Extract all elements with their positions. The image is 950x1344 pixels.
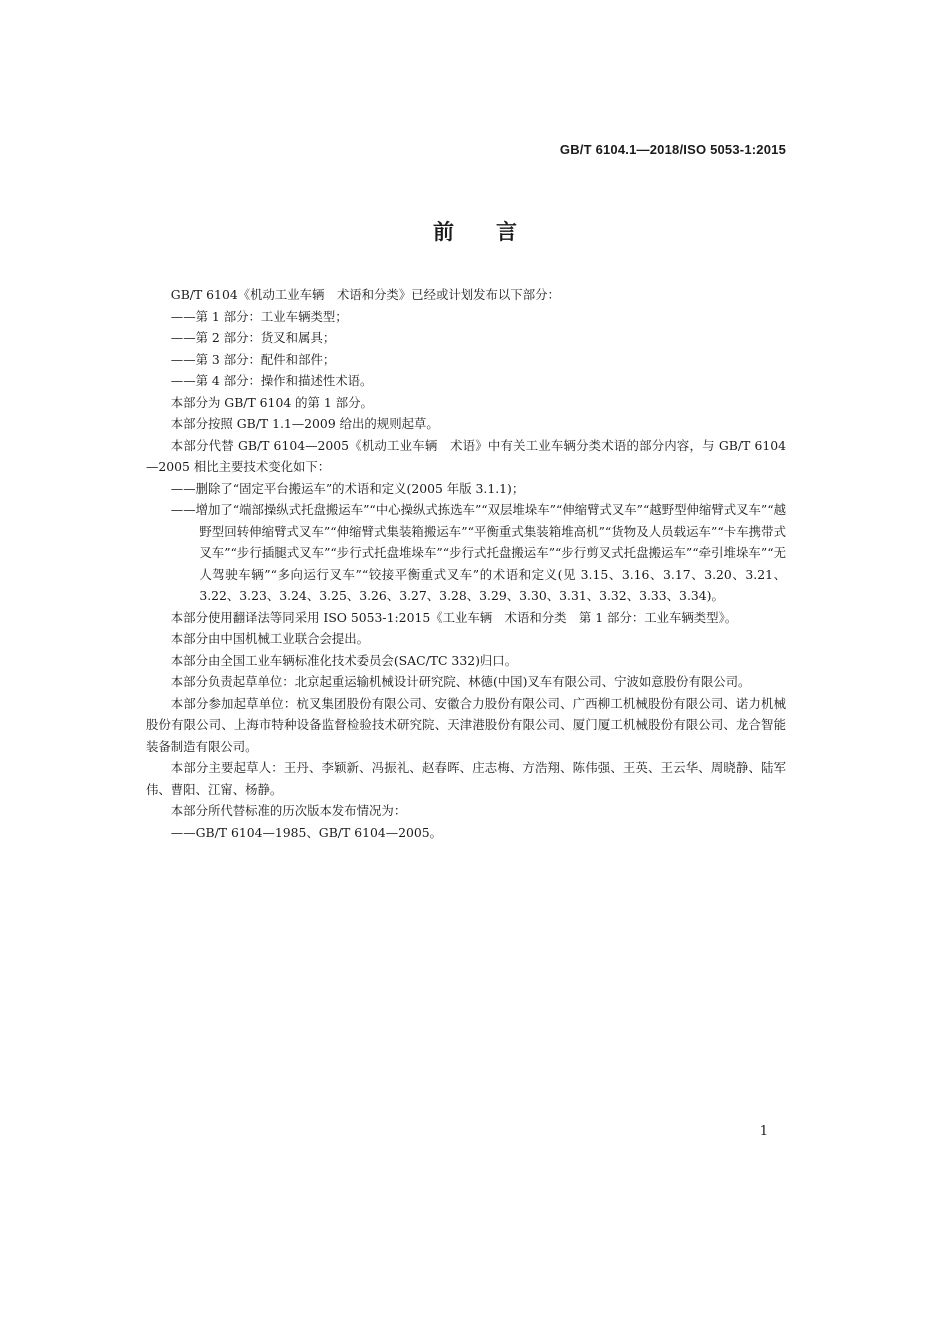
- paragraph: 本部分主要起草人：王丹、李颖新、冯振礼、赵春晖、庄志梅、方浩翔、陈伟强、王英、王云华、周晓静、陆军伟、曹阳、江甯、杨静。: [146, 760, 786, 797]
- list-item: ——增加了“端部操纵式托盘搬运车”“中心操纵式拣选车”“双层堆垛车”“伸缩臂式叉车”“越野型伸缩臂式叉车”“越野型回转伸缩臂式叉车”“伸缩臂式集装箱搬运车”“平衡重式集装箱堆高机”“货物及人员载运车”“卡车携带式叉车”“步行插腿式叉车”“步行式托盘堆垛车”“步行式托盘搬运车”“步行剪叉式托盘搬运车”“牵引堆垛车”“无人驾驶车辆”“多向运行叉车”“铰接平衡重式叉车”的术语和定义(见 3.15、3.16、3.17、3.20、3.21、3.22、3.23、3.24、3.25、3.26、3.27、3.28、3.29、3.30、3.31、3.32、3.33、3.34)。: [170, 502, 786, 603]
- paragraph: 本部分由全国工业车辆标准化技术委员会(SAC/TC 332)归口。: [170, 652, 518, 668]
- paragraph: 本部分使用翻译法等同采用 ISO 5053-1:2015《工业车辆 术语和分类 第 1 部分：工业车辆类型》。: [170, 609, 738, 625]
- paragraph: 本部分所代替标准的历次版本发布情况为：: [170, 803, 407, 818]
- list-item: ——第 4 部分：操作和描述性术语。: [170, 373, 373, 388]
- standard-code: GB/T 6104.1—2018/ISO 5053-1:2015: [559, 142, 786, 157]
- paragraph: 本部分代替 GB/T 6104—2005《机动工业车辆 术语》中有关工业车辆分类术语的部分内容，与 GB/T 6104—2005 相比主要技术变化如下：: [146, 437, 786, 474]
- list-item: ——第 3 部分：配件和部件；: [170, 351, 336, 367]
- document-body: [146, 284, 786, 843]
- list-item: ——第 1 部分：工业车辆类型；: [170, 308, 348, 324]
- paragraph: 本部分负责起草单位：北京起重运输机械设计研究院、林德(中国)叉车有限公司、宁波如意股份有限公司。: [170, 674, 751, 689]
- paragraph: 本部分由中国机械工业联合会提出。: [170, 631, 370, 646]
- list-item: ——第 2 部分：货叉和属具；: [170, 330, 336, 345]
- list-item: ——删除了“固定平台搬运车”的术语和定义(2005 年版 3.1.1)；: [170, 480, 525, 496]
- paragraph: 本部分参加起草单位：杭叉集团股份有限公司、安徽合力股份有限公司、广西柳工机械股份有限公司、诺力机械股份有限公司、上海市特种设备监督检验技术研究院、天津港股份有限公司、厦门厦工机械股份有限公司、龙合智能装备制造有限公司。: [146, 695, 786, 754]
- paragraph: 本部分按照 GB/T 1.1—2009 给出的规则起草。: [170, 416, 439, 431]
- paragraph: 本部分为 GB/T 6104 的第 1 部分。: [170, 394, 373, 410]
- page-number: 1: [759, 1124, 768, 1139]
- page-title: 前言: [433, 220, 559, 244]
- list-item: ——GB/T 6104—1985、GB/T 6104—2005。: [170, 824, 443, 840]
- paragraph: GB/T 6104《机动工业车辆 术语和分类》已经或计划发布以下部分：: [170, 287, 560, 302]
